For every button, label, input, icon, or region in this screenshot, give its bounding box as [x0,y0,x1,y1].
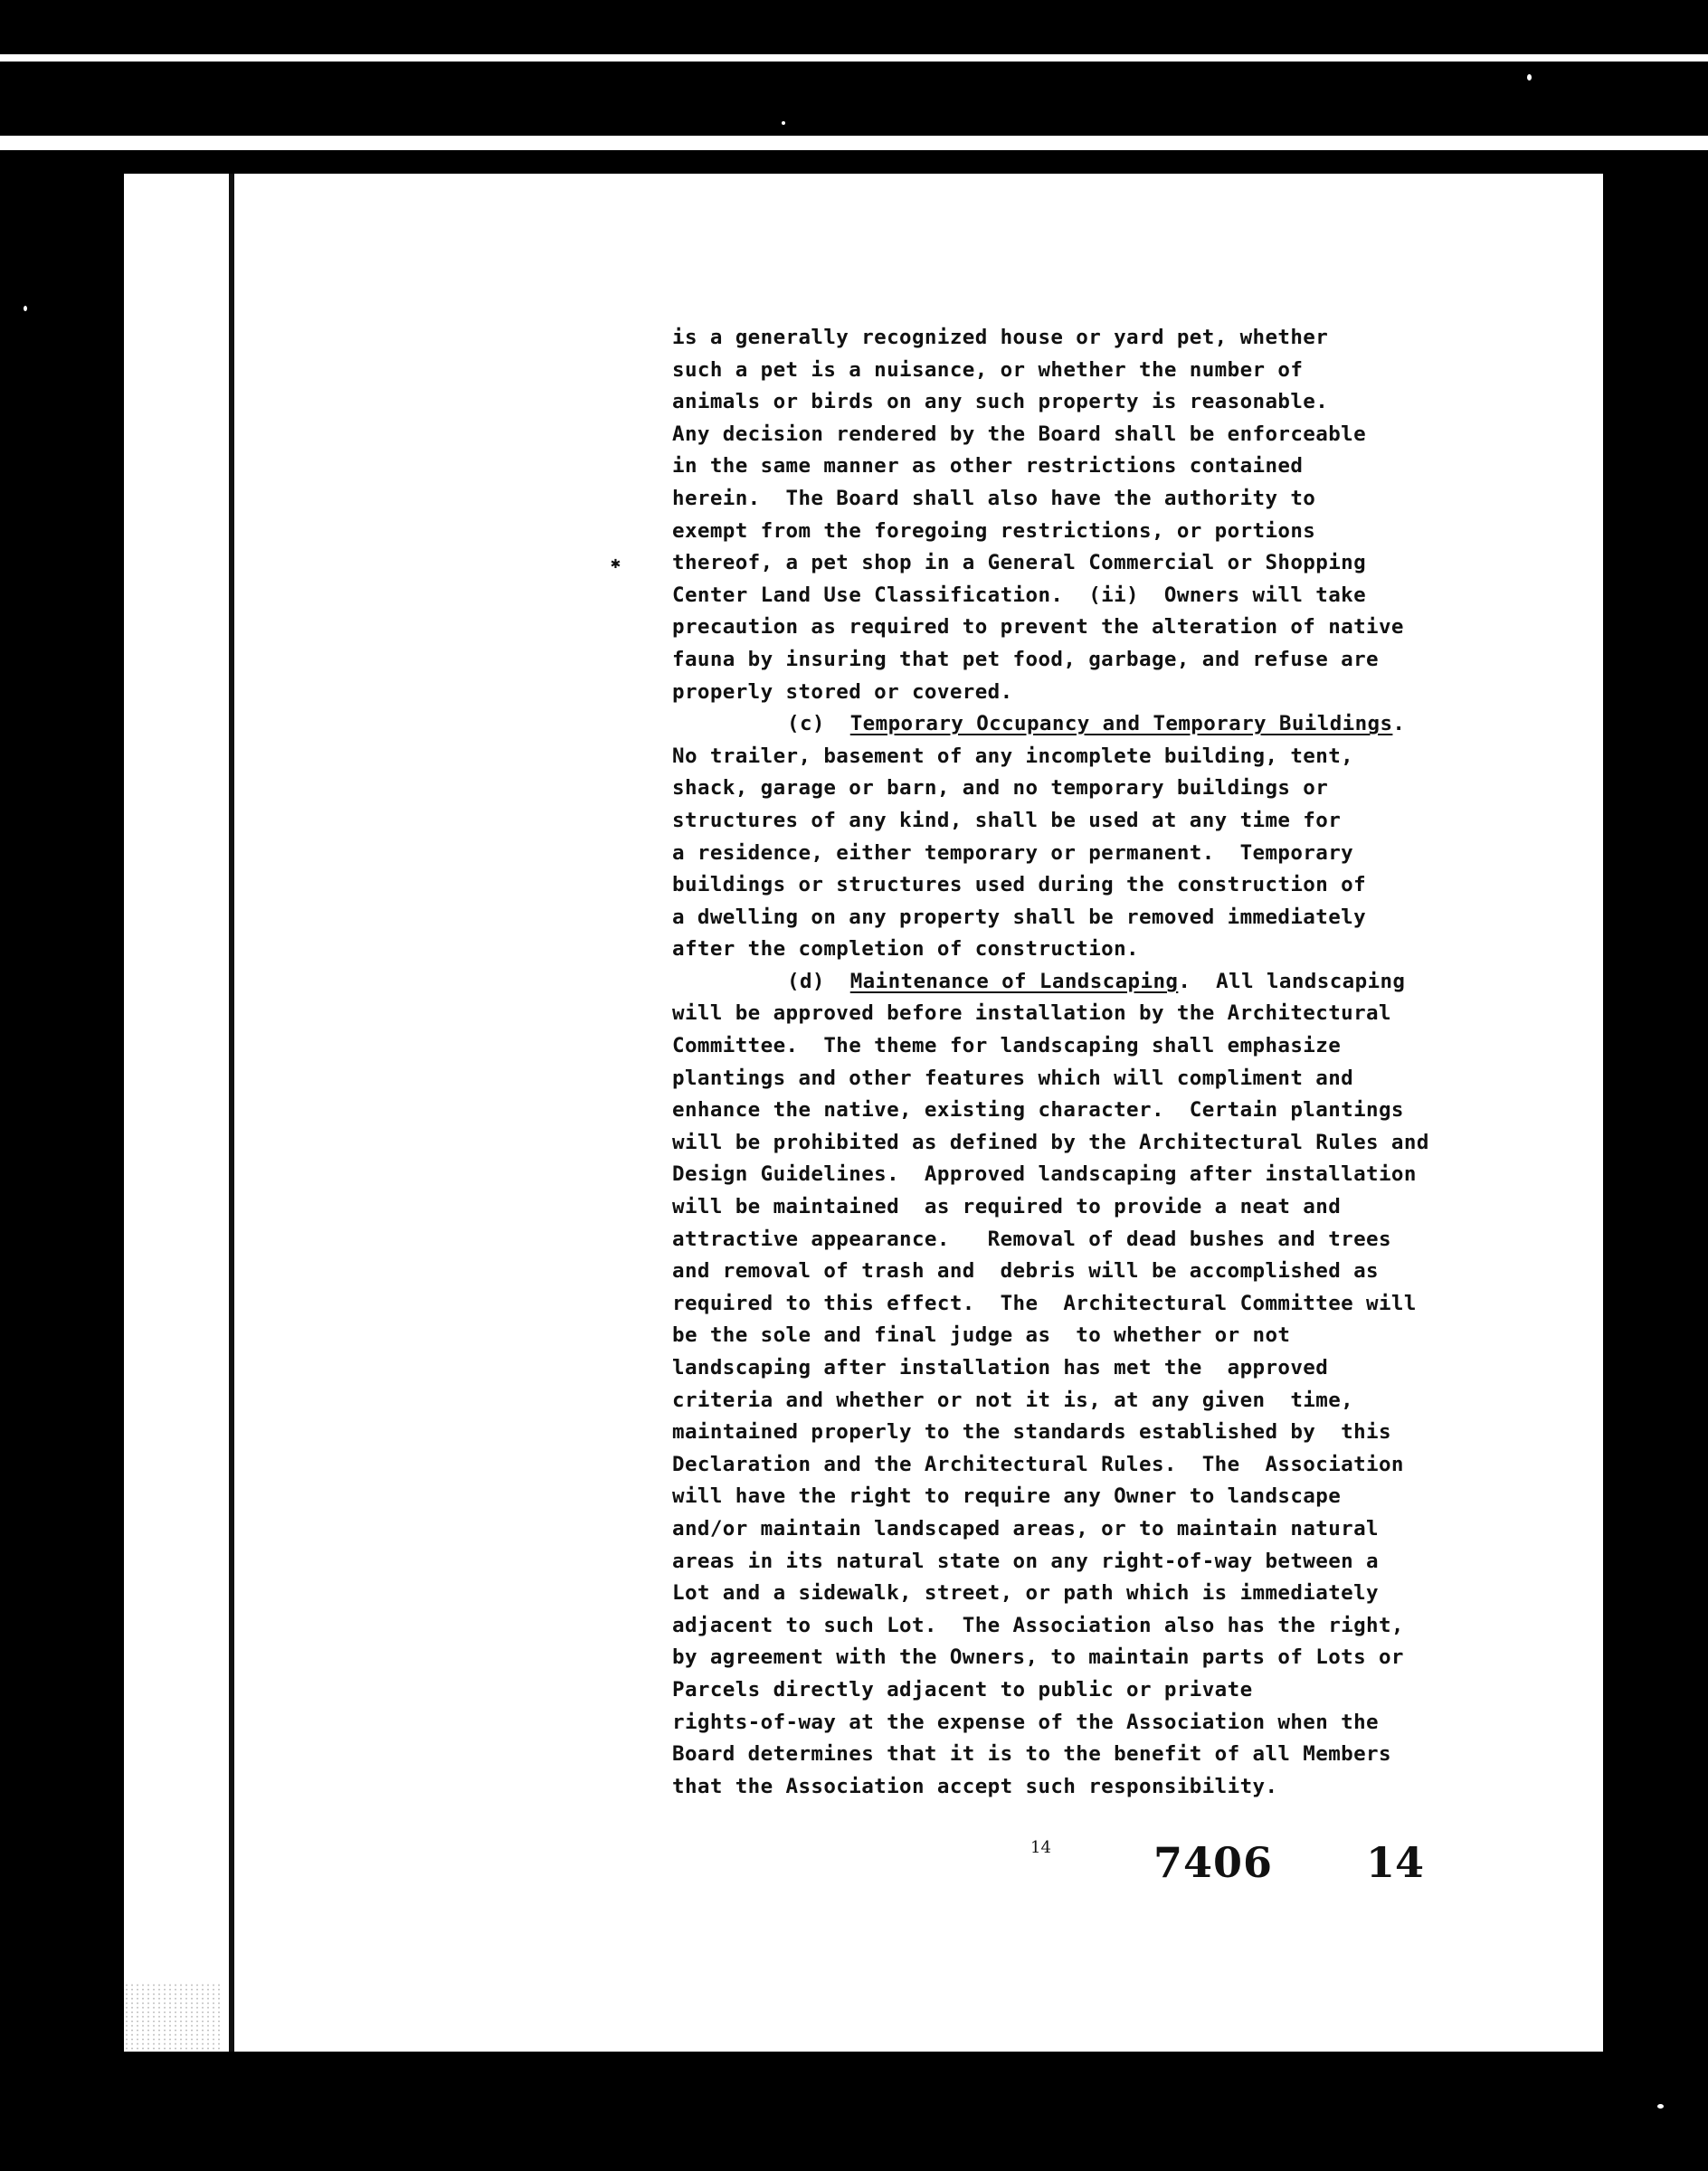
text-line: animals or birds on any such property is reasonable. [672,390,1329,414]
text-line: thereof, a pet shop in a General Commercial or Shopping [672,551,1367,575]
scan-noise [124,1983,223,2052]
page-number: 14 [1030,1838,1051,1857]
text-line: Lot and a sidewalk, street, or path which is immediately [672,1581,1379,1606]
text-line: plantings and other features which will compliment and [672,1066,1354,1090]
text-line: maintained properly to the standards established by this [672,1420,1391,1445]
text-line: will have the right to require any Owner to landscape [672,1484,1342,1509]
text-line: exempt from the foregoing restrictions, or portions [672,518,1316,543]
text-line: Parcels directly adjacent to public or private [672,1677,1253,1702]
section-heading-suffix: . All landscaping [1178,969,1406,993]
text-line: and/or maintain landscaped areas, or to maintain natural [672,1516,1379,1541]
margin-asterisk-mark: ✱ [611,554,621,573]
text-line: that the Association accept such responsibility. [672,1774,1278,1798]
text-line: fauna by insuring that pet food, garbage, and refuse are [672,647,1379,671]
text-line: required to this effect. The Architectural Committee will [672,1291,1417,1315]
text-line: by agreement with the Owners, to maintain parts of Lots or [672,1645,1404,1670]
section-heading-line [672,708,1559,741]
text-line: be the sole and final judge as to whether or not [672,1323,1291,1348]
text-line: will be maintained as required to provide a neat and [672,1195,1342,1219]
text-line: is a generally recognized house or yard pet, whether [672,326,1329,349]
section-label: (d) [787,969,850,993]
text-line: criteria and whether or not it is, at any given time, [672,1388,1354,1412]
text-line: will be prohibited as defined by the Architectural Rules and [672,1130,1429,1154]
text-line: structures of any kind, shall be used at any time for [672,808,1342,832]
section-heading-suffix: . [1392,712,1406,736]
text-line: herein. The Board shall also have the authority to [672,486,1316,510]
document-page [124,174,1603,2052]
scan-speck [1657,2104,1664,2109]
scan-page-edge [0,136,1708,150]
text-line: Any decision rendered by the Board shall be enforceable [672,422,1367,446]
section-heading: Maintenance of Landscaping [849,969,1179,993]
text-line: in the same manner as other restrictions contained [672,454,1304,479]
stamped-page-number: 14 [1366,1838,1425,1887]
text-line: rights-of-way at the expense of the Association when the [672,1710,1379,1734]
text-line: Declaration and the Architectural Rules. The Association [672,1452,1404,1476]
margin-rule [229,174,234,2052]
text-line: a residence, either temporary or permanent. Temporary [672,840,1354,865]
text-line: Center Land Use Classification. (ii) Owners will take [672,583,1367,607]
text-line: a dwelling on any property shall be removed immediately [672,905,1367,929]
text-line: adjacent to such Lot. The Association also has the right, [672,1613,1404,1637]
section-label: (c) [787,712,850,736]
text-line: after the completion of construction. [672,937,1140,962]
text-line: Committee. The theme for landscaping shall emphasize [672,1034,1342,1058]
document-body [672,322,1559,1803]
text-line: Board determines that it is to the benefit of all Members [672,1742,1391,1767]
text-line: shack, garage or barn, and no temporary buildings or [672,776,1329,801]
text-line: precaution as required to prevent the alteration of native [672,615,1404,640]
text-line: will be approved before installation by the Architectural [672,1001,1391,1026]
text-line: properly stored or covered. [672,679,1013,704]
scan-speck [782,121,785,125]
text-line: No trailer, basement of any incomplete building, tent, [672,744,1354,768]
scan-speck [24,306,27,311]
section-heading: Temporary Occupancy and Temporary Buildings [849,712,1393,736]
scan-speck [1527,74,1532,81]
stamped-document-number: 7406 [1153,1838,1274,1887]
text-line: such a pet is a nuisance, or whether the number of [672,357,1304,382]
scan-top-border [0,54,1708,62]
text-line: enhance the native, existing character. Certain plantings [672,1098,1404,1123]
text-line: and removal of trash and debris will be accomplished as [672,1259,1379,1284]
text-line: Design Guidelines. Approved landscaping after installation [672,1162,1417,1187]
text-line: buildings or structures used during the construction of [672,873,1367,897]
text-line: attractive appearance. Removal of dead bushes and trees [672,1227,1391,1251]
section-heading-line [672,966,1559,999]
text-line: areas in its natural state on any right-of-way between a [672,1549,1379,1573]
text-line: landscaping after installation has met the approved [672,1356,1329,1379]
